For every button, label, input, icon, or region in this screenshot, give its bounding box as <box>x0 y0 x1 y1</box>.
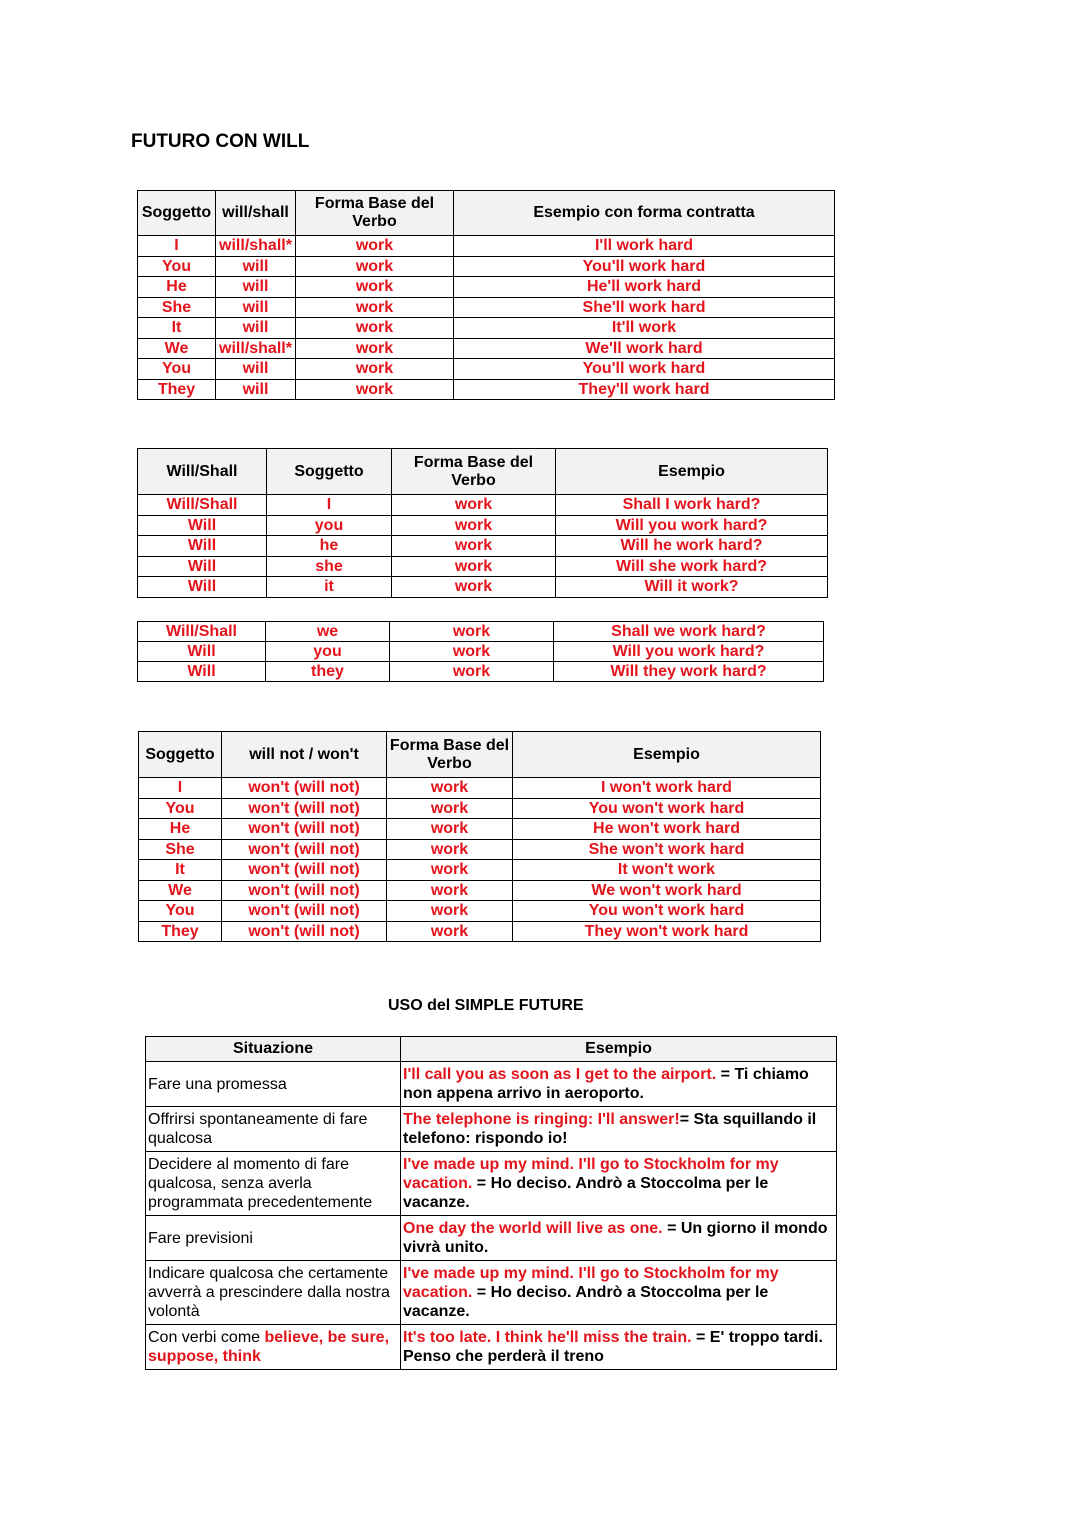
column-header: Will/Shall <box>138 449 267 495</box>
table-cell: Will <box>138 556 267 577</box>
column-header: Situazione <box>146 1037 401 1062</box>
table-row <box>138 577 828 598</box>
table-row <box>138 379 835 400</box>
example-cell <box>401 1325 837 1370</box>
table-cell: work <box>392 495 556 516</box>
table-cell: you <box>266 642 390 662</box>
table-cell: It <box>138 318 216 339</box>
table-cell: work <box>390 662 554 682</box>
table-row <box>138 338 835 359</box>
table-cell: It <box>139 860 222 881</box>
table-cell: He <box>138 277 216 298</box>
table-cell: It won't work <box>513 860 821 881</box>
table-body <box>139 778 821 942</box>
table-cell: work <box>387 880 513 901</box>
table-cell: work <box>296 318 454 339</box>
table-cell: won't (will not) <box>222 819 387 840</box>
table-cell: won't (will not) <box>222 839 387 860</box>
table-row <box>146 1261 837 1325</box>
table-will-interrogative-plural <box>137 621 824 682</box>
table-cell: work <box>296 236 454 257</box>
column-header: Esempio <box>513 732 821 778</box>
table-row <box>138 556 828 577</box>
table-simple-future-uses <box>145 1036 837 1370</box>
example-italian: = Ti chiamo non appena arrivo in aeroporto. <box>403 1066 809 1102</box>
table-row <box>146 1325 837 1370</box>
table-cell: will <box>216 379 296 400</box>
table-row <box>138 236 835 257</box>
column-header: Forma Base del Verbo <box>296 191 454 236</box>
table-cell: Shall I work hard? <box>556 495 828 516</box>
table-cell: You <box>138 256 216 277</box>
table-row <box>138 318 835 339</box>
table-row <box>139 798 821 819</box>
column-header: Soggetto <box>267 449 392 495</box>
table-cell: will <box>216 277 296 298</box>
table-cell: They won't work hard <box>513 921 821 942</box>
table-cell: work <box>390 622 554 642</box>
example-english: The telephone is ringing: I'll answer! <box>403 1111 680 1128</box>
table-cell: They'll work hard <box>454 379 835 400</box>
table-row <box>139 880 821 901</box>
table-row <box>146 1062 837 1107</box>
table-body <box>138 495 828 598</box>
table-cell: Will <box>138 577 267 598</box>
table-row <box>139 860 821 881</box>
table-cell: She won't work hard <box>513 839 821 860</box>
table-cell: We'll work hard <box>454 338 835 359</box>
table-cell: He'll work hard <box>454 277 835 298</box>
table-cell: You won't work hard <box>513 901 821 922</box>
table-cell: Will/Shall <box>138 495 267 516</box>
example-italian: = E' troppo tardi. Penso che perderà il treno <box>403 1329 823 1365</box>
table-cell: work <box>387 921 513 942</box>
example-cell <box>401 1152 837 1216</box>
table-cell: work <box>387 778 513 799</box>
example-italian: = Ho deciso. Andrò a Stoccolma per le vacanze. <box>403 1175 769 1211</box>
table-cell: She'll work hard <box>454 297 835 318</box>
table-body <box>138 236 835 400</box>
table-cell: won't (will not) <box>222 921 387 942</box>
table-cell: won't (will not) <box>222 798 387 819</box>
table-cell: He won't work hard <box>513 819 821 840</box>
table-row <box>138 515 828 536</box>
table-cell: You'll work hard <box>454 256 835 277</box>
table-row <box>139 921 821 942</box>
section-subtitle: USO del SIMPLE FUTURE <box>388 997 584 1014</box>
table-cell: work <box>392 536 556 557</box>
table-cell: I'll work hard <box>454 236 835 257</box>
table-row <box>138 495 828 516</box>
table-row <box>146 1216 837 1261</box>
situation-cell <box>146 1261 401 1325</box>
table-cell: He <box>139 819 222 840</box>
table-cell: won't (will not) <box>222 860 387 881</box>
column-header: Forma Base del Verbo <box>392 449 556 495</box>
table-cell: You <box>139 901 222 922</box>
table-cell: It'll work <box>454 318 835 339</box>
table-row <box>139 778 821 799</box>
table-row <box>139 819 821 840</box>
table-cell: work <box>296 338 454 359</box>
table-cell: won't (will not) <box>222 880 387 901</box>
table-cell: work <box>296 297 454 318</box>
table-cell: he <box>267 536 392 557</box>
table-cell: Will you work hard? <box>556 515 828 536</box>
table-cell: will/shall* <box>216 338 296 359</box>
table-row <box>138 662 824 682</box>
table-row <box>138 359 835 380</box>
table-cell: Will/Shall <box>138 622 266 642</box>
example-cell <box>401 1062 837 1107</box>
table-cell: won't (will not) <box>222 778 387 799</box>
table-row <box>146 1152 837 1216</box>
table-cell: You won't work hard <box>513 798 821 819</box>
example-italian: = Sta squillando il telefono: rispondo io! <box>403 1111 817 1147</box>
table-row <box>138 256 835 277</box>
example-cell <box>401 1107 837 1152</box>
situation-cell <box>146 1152 401 1216</box>
situation-cell <box>146 1062 401 1107</box>
table-cell: Will <box>138 662 266 682</box>
column-header: Soggetto <box>139 732 222 778</box>
table-row <box>138 642 824 662</box>
table-cell: work <box>390 642 554 662</box>
table-cell: you <box>267 515 392 536</box>
table-will-interrogative-singular <box>137 448 828 598</box>
table-cell: Will you work hard? <box>554 642 824 662</box>
example-italian: = Un giorno il mondo vivrà unito. <box>403 1220 828 1256</box>
example-cell <box>401 1216 837 1261</box>
table-cell: Will she work hard? <box>556 556 828 577</box>
table-body <box>138 622 824 682</box>
column-header: Forma Base del Verbo <box>387 732 513 778</box>
table-row <box>138 536 828 557</box>
situation-text: Fare previsioni <box>148 1229 253 1247</box>
table-cell: will <box>216 318 296 339</box>
table-will-affirmative <box>137 190 835 400</box>
table-cell: work <box>392 556 556 577</box>
table-cell: will/shall* <box>216 236 296 257</box>
column-header: Esempio <box>556 449 828 495</box>
column-header: will/shall <box>216 191 296 236</box>
table-cell: she <box>267 556 392 577</box>
table-cell: work <box>387 860 513 881</box>
table-cell: work <box>296 359 454 380</box>
table-row <box>139 839 821 860</box>
table-cell: will <box>216 297 296 318</box>
column-header: Esempio con forma contratta <box>454 191 835 236</box>
table-cell: Shall we work hard? <box>554 622 824 642</box>
table-body <box>146 1062 837 1370</box>
table-row <box>139 901 821 922</box>
table-cell: They <box>139 921 222 942</box>
example-english: I've made up my mind. I'll go to Stockholm for my vacation. <box>403 1265 779 1301</box>
table-cell: You <box>138 359 216 380</box>
example-cell <box>401 1261 837 1325</box>
table-cell: work <box>387 798 513 819</box>
table-cell: We won't work hard <box>513 880 821 901</box>
situation-cell <box>146 1107 401 1152</box>
example-english: I'll call you as soon as I get to the airport. <box>403 1066 717 1083</box>
table-will-negative <box>138 731 821 942</box>
table-cell: Will he work hard? <box>556 536 828 557</box>
table-cell: work <box>296 277 454 298</box>
example-english: It's too late. I think he'll miss the train. <box>403 1329 692 1346</box>
table-cell: She <box>138 297 216 318</box>
example-italian: = Ho deciso. Andrò a Stoccolma per le vacanze. <box>403 1284 769 1320</box>
situation-cell <box>146 1325 401 1370</box>
table-cell: I <box>138 236 216 257</box>
table-cell: work <box>387 839 513 860</box>
table-cell: We <box>139 880 222 901</box>
table-cell: You'll work hard <box>454 359 835 380</box>
table-cell: work <box>387 901 513 922</box>
table-cell: we <box>266 622 390 642</box>
table-cell: They <box>138 379 216 400</box>
situation-text: Decidere al momento di fare qualcosa, senza averla programmata precedentemente <box>148 1156 373 1211</box>
situation-text: Con verbi come <box>148 1329 265 1346</box>
table-cell: Will <box>138 642 266 662</box>
table-cell: work <box>296 379 454 400</box>
table-row <box>138 277 835 298</box>
table-cell: work <box>392 577 556 598</box>
example-english: I've made up my mind. I'll go to Stockholm for my vacation. <box>403 1156 779 1192</box>
table-row <box>138 622 824 642</box>
situation-verbs: believe, be sure, suppose, think <box>148 1329 390 1365</box>
table-cell: You <box>139 798 222 819</box>
situation-text: Indicare qualcosa che certamente avverrà a prescindere dalla nostra volontà <box>148 1265 390 1320</box>
table-row <box>146 1107 837 1152</box>
table-cell: I <box>139 778 222 799</box>
table-cell: We <box>138 338 216 359</box>
column-header: will not / won't <box>222 732 387 778</box>
column-header: Esempio <box>401 1037 837 1062</box>
column-header: Soggetto <box>138 191 216 236</box>
table-cell: work <box>392 515 556 536</box>
table-cell: they <box>266 662 390 682</box>
table-row <box>138 297 835 318</box>
page-title: FUTURO CON WILL <box>131 131 310 152</box>
table-cell: work <box>296 256 454 277</box>
table-cell: will <box>216 359 296 380</box>
table-cell: won't (will not) <box>222 901 387 922</box>
table-cell: will <box>216 256 296 277</box>
table-cell: She <box>139 839 222 860</box>
table-cell: Will they work hard? <box>554 662 824 682</box>
situation-text: Fare una promessa <box>148 1075 287 1093</box>
situation-cell <box>146 1216 401 1261</box>
table-cell: Will <box>138 536 267 557</box>
table-cell: it <box>267 577 392 598</box>
situation-text: Offrirsi spontaneamente di fare qualcosa <box>148 1111 368 1147</box>
table-cell: I <box>267 495 392 516</box>
table-cell: work <box>387 819 513 840</box>
table-cell: I won't work hard <box>513 778 821 799</box>
table-cell: Will <box>138 515 267 536</box>
example-english: One day the world will live as one. <box>403 1220 663 1237</box>
table-cell: Will it work? <box>556 577 828 598</box>
